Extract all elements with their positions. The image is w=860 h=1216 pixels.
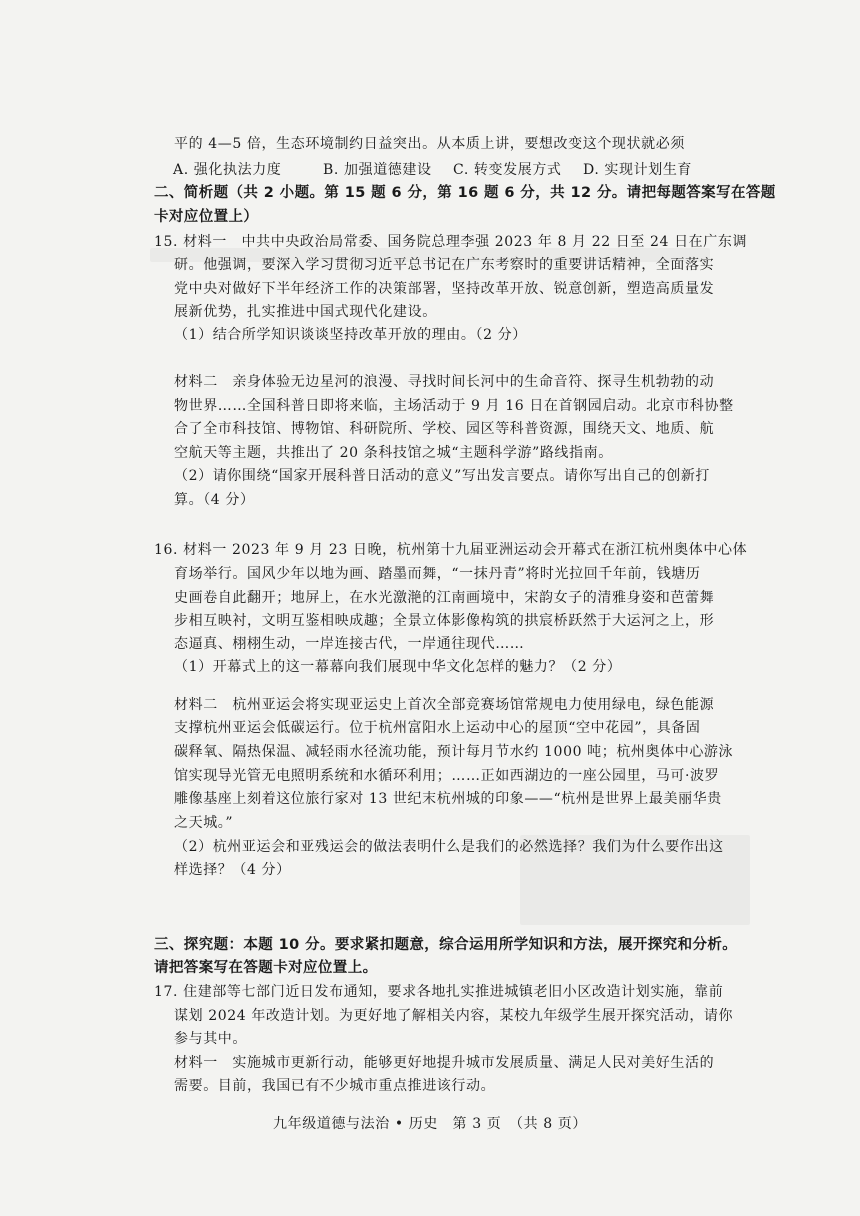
q15-material-1-line: 展新优势，扎实推进中国式现代化建设。 xyxy=(174,304,437,320)
q16-material-2-line: 碳释氧、隔热保温、减轻雨水径流功能，预计每月节水约 1000 吨；杭州奥体中心游泳 xyxy=(174,744,734,760)
section-2-heading: 二、简析题（共 2 小题。第 15 题 6 分，第 16 题 6 分，共 12 分。请把每题答案写在答题 xyxy=(154,185,776,201)
q16-material-2-line: 之天城。” xyxy=(174,815,234,831)
q16-sub-2-line: 样选择？（4 分） xyxy=(174,862,291,878)
q16-material-2-line: 支撑杭州亚运会低碳运行。位于杭州富阳水上运动中心的屋顶“空中花园”，具备固 xyxy=(174,720,701,736)
q15-material-1-line: 研。他强调，要深入学习贯彻习近平总书记在广东考察时的重要讲话精神，全面落实 xyxy=(174,257,715,273)
q14-stem-tail: 平的 4—5 倍，生态环境制约日益突出。从本质上讲，要想改变这个现状就必须 xyxy=(174,136,685,152)
q16-material-2-line: 雕像基座上刻着这位旅行家对 13 世纪末杭州城的印象——“杭州是世界上最美丽华贵 xyxy=(174,791,722,807)
q15-material-1-line: 党中央对做好下半年经济工作的决策部署，坚持改革开放、锐意创新，塑造高质量发 xyxy=(174,281,715,297)
option-d: D. 实现计划生育 xyxy=(583,162,693,178)
q17-material-1-line: 需要。目前，我国已有不少城市重点推进该行动。 xyxy=(174,1078,496,1094)
q15-sub-2-line: 算。（4 分） xyxy=(174,492,255,508)
q16-material-2: 材料二 杭州亚运会将实现亚运史上首次全部竞赛场馆常规电力使用绿电，绿色能源 xyxy=(174,697,715,713)
q16-material-1: 16. 材料一 2023 年 9 月 23 日晚，杭州第十九届亚洲运动会开幕式在浙江杭州奥体中心体 xyxy=(154,542,748,558)
q16-material-1-line: 态逼真、栩栩生动，一岸连接古代，一岸通往现代…… xyxy=(174,636,525,652)
q16-material-1-line: 史画卷自此翻开；地屏上，在水光激滟的江南画境中，宋韵女子的清雅身姿和芭蕾舞 xyxy=(174,590,715,606)
q15-sub-1: （1）结合所学知识谈谈坚持改革开放的理由。（2 分） xyxy=(174,327,527,343)
q14-options xyxy=(173,161,692,179)
option-b: B. 加强道德建设 xyxy=(323,162,432,178)
q16-sub-2: （2）杭州亚运会和亚残运会的做法表明什么是我们的必然选择？我们为什么要作出这 xyxy=(174,839,724,855)
q16-sub-1: （1）开幕式上的这一幕幕向我们展现中华文化怎样的魅力？（2 分） xyxy=(174,659,622,675)
option-c: C. 转变发展方式 xyxy=(453,162,562,178)
q17-stem: 17. 住建部等七部门近日发布通知，要求各地扎实推进城镇老旧小区改造计划实施，靠前 xyxy=(154,984,724,1000)
q16-material-1-line: 步相互映衬，文明互鉴相映成趣；全景立体影像构筑的拱宸桥跃然于大运河之上，形 xyxy=(174,613,715,629)
section-3-heading-cont: 请把答案写在答题卡对应位置上。 xyxy=(154,960,378,976)
q15-material-2: 材料二 亲身体验无边星河的浪漫、寻找时间长河中的生命音符、探寻生机勃勃的动 xyxy=(174,374,715,390)
q17-stem-line: 谋划 2024 年改造计划。为更好地了解相关内容，某校九年级学生展开探究活动，请你 xyxy=(174,1008,734,1024)
q16-material-2-line: 馆实现导光管无电照明系统和水循环利用；……正如西湖边的一座公园里，马可·波罗 xyxy=(174,768,720,784)
q15-sub-2: （2）请你围绕“国家开展科普日活动的意义”写出发言要点。请你写出自己的创新打 xyxy=(174,468,711,484)
q16-material-1-line: 育场举行。国风少年以地为画、踏墨而舞，“一抹丹青”将时光拉回千年前，钱塘历 xyxy=(174,566,701,582)
page-footer: 九年级道德与法治 • 历史 第 3 页 （共 8 页） xyxy=(273,1116,587,1132)
q15-material-2-line: 空航天等主题，共推出了 20 条科技馆之城“主题科学游”路线指南。 xyxy=(174,445,613,461)
q17-material-1: 材料一 实施城市更新行动，能够更好地提升城市发展质量、满足人民对美好生活的 xyxy=(174,1055,715,1071)
q15-material-1: 15. 材料一 中共中央政治局常委、国务院总理李强 2023 年 8 月 22 日至 24 日在广东调 xyxy=(154,234,748,250)
section-3-heading: 三、探究题：本题 10 分。要求紧扣题意，综合运用所学知识和方法，展开探究和分析。 xyxy=(154,937,738,953)
q15-material-2-line: 合了全市科技馆、博物馆、科研院所、学校、园区等科普资源，围绕天文、地质、航 xyxy=(174,421,715,437)
q17-stem-line: 参与其中。 xyxy=(174,1031,247,1047)
q15-material-2-line: 物世界……全国科普日即将来临，主场活动于 9 月 16 日在首钢园启动。北京市科协整 xyxy=(174,398,734,414)
option-a: A. 强化执法力度 xyxy=(173,162,282,178)
section-2-heading-cont: 卡对应位置上） xyxy=(154,209,259,225)
